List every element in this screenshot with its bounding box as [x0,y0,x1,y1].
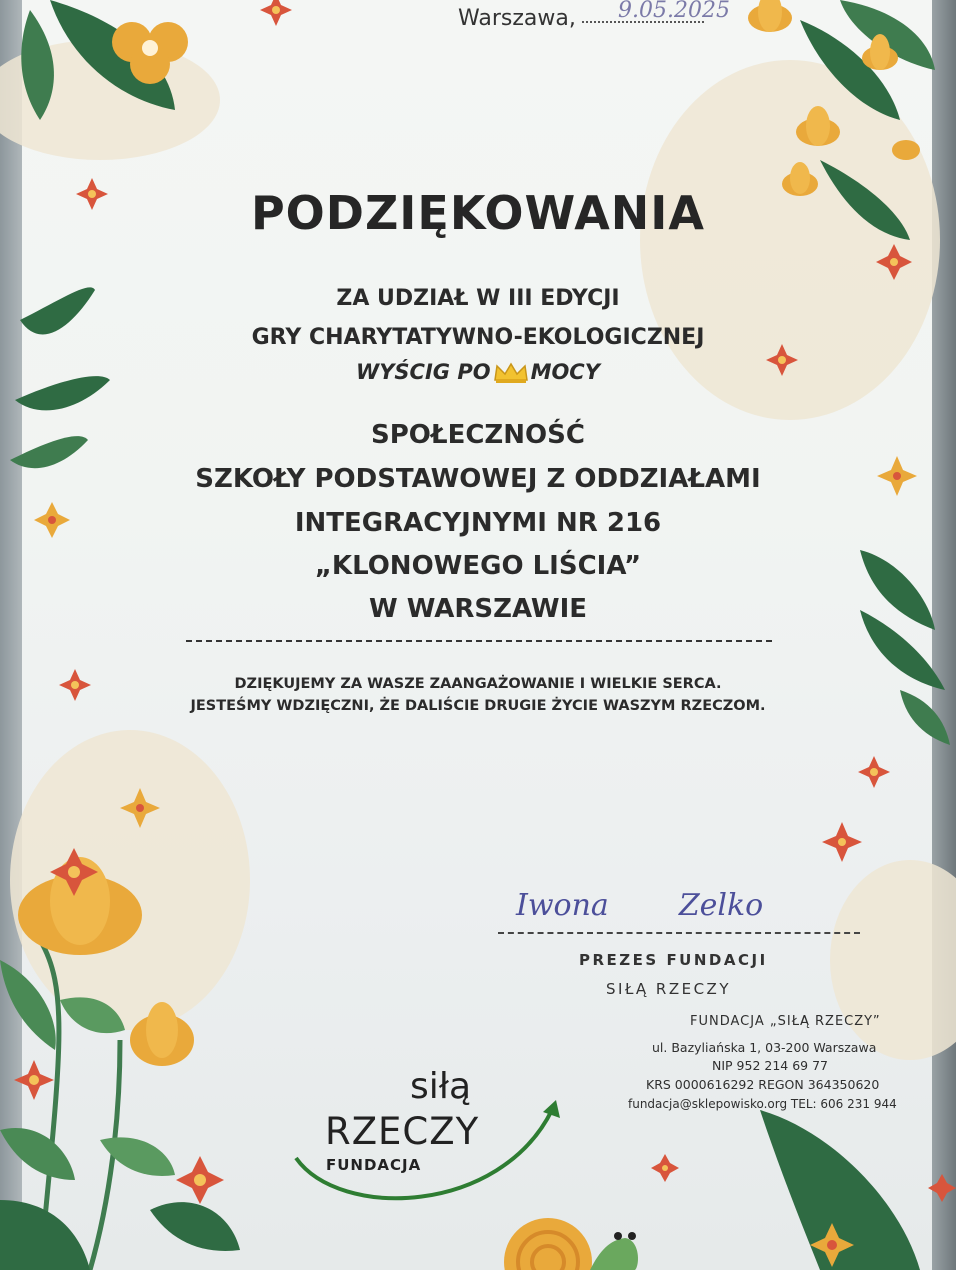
stamp-address: ul. Bazyliańska 1, 03-200 Warszawa [652,1040,877,1055]
crown-icon [493,362,529,384]
red-flower-icon [858,756,890,788]
logo-word-3: FUNDACJA [326,1156,422,1174]
game-name-right: MOCY [530,360,600,384]
intro-line-2: GRY CHARYTATYWNO-EKOLOGICZNEJ [251,325,705,350]
orange-flower-icon [892,140,920,160]
divider [186,640,772,642]
logo-word-2: RZECZY [325,1110,480,1153]
red-flower-icon [14,1060,54,1100]
snail-icon [504,1218,638,1270]
signer-role: PREZES FUNDACJI [579,951,768,969]
red-flower-icon [176,1156,224,1204]
orange-flower-icon [748,0,792,32]
game-name [0,360,956,384]
recipient-line-4: „KLONOWEGO LIŚCIA” [314,551,642,581]
handwritten-signature [516,888,763,923]
orange-flower-icon [796,106,840,146]
intro-line-1: ZA UDZIAŁ W III EDYCJI [336,286,620,311]
signature-first: Iwona [516,888,609,923]
thanks-line-2: JESTEŚMY WDZIĘCZNI, ŻE DALIŚCIE DRUGIE ŻYCIE WASZYM RZECZOM. [190,698,766,714]
signature-line [498,932,860,934]
orange-flower-icon [120,788,160,828]
stamp-nip: NIP 952 214 69 77 [712,1058,828,1073]
game-name-left: WYŚCIG PO [356,360,491,384]
stamp-contact: fundacja@sklepowisko.org TEL: 606 231 944 [628,1097,897,1111]
stamp-krs-regon: KRS 0000616292 REGON 364350620 [646,1077,880,1092]
stamp-name: FUNDACJA „SIŁĄ RZECZY” [690,1014,881,1029]
place-label: Warszawa, [458,6,576,31]
red-flower-icon [260,0,292,26]
recipient-line-2: SZKOŁY PODSTAWOWEJ Z ODDZIAŁAMI [195,464,761,494]
thanks-line-1: DZIĘKUJEMY ZA WASZE ZAANGAŻOWANIE I WIELKIE SERCA. [234,676,722,692]
page-title: PODZIĘKOWANIA [250,186,706,240]
date-line [458,0,730,31]
recipient-line-1: SPOŁECZNOŚĆ [371,420,585,450]
red-flower-icon [651,1154,679,1182]
signer-org: SIŁĄ RZECZY [606,980,731,998]
recipient-line-5: W WARSZAWIE [368,594,588,624]
leaf-icon [0,940,240,1270]
handwritten-date: 9.05.2025 [618,0,730,23]
red-flower-icon [876,244,912,280]
red-flower-icon [928,1174,956,1202]
signature-last: Zelko [678,888,764,923]
recipient-line-3: INTEGRACYJNYMI NR 216 [294,508,662,538]
orange-flower-icon [130,1002,194,1066]
logo-word-1: siłą [410,1066,472,1107]
red-flower-icon [822,822,862,862]
